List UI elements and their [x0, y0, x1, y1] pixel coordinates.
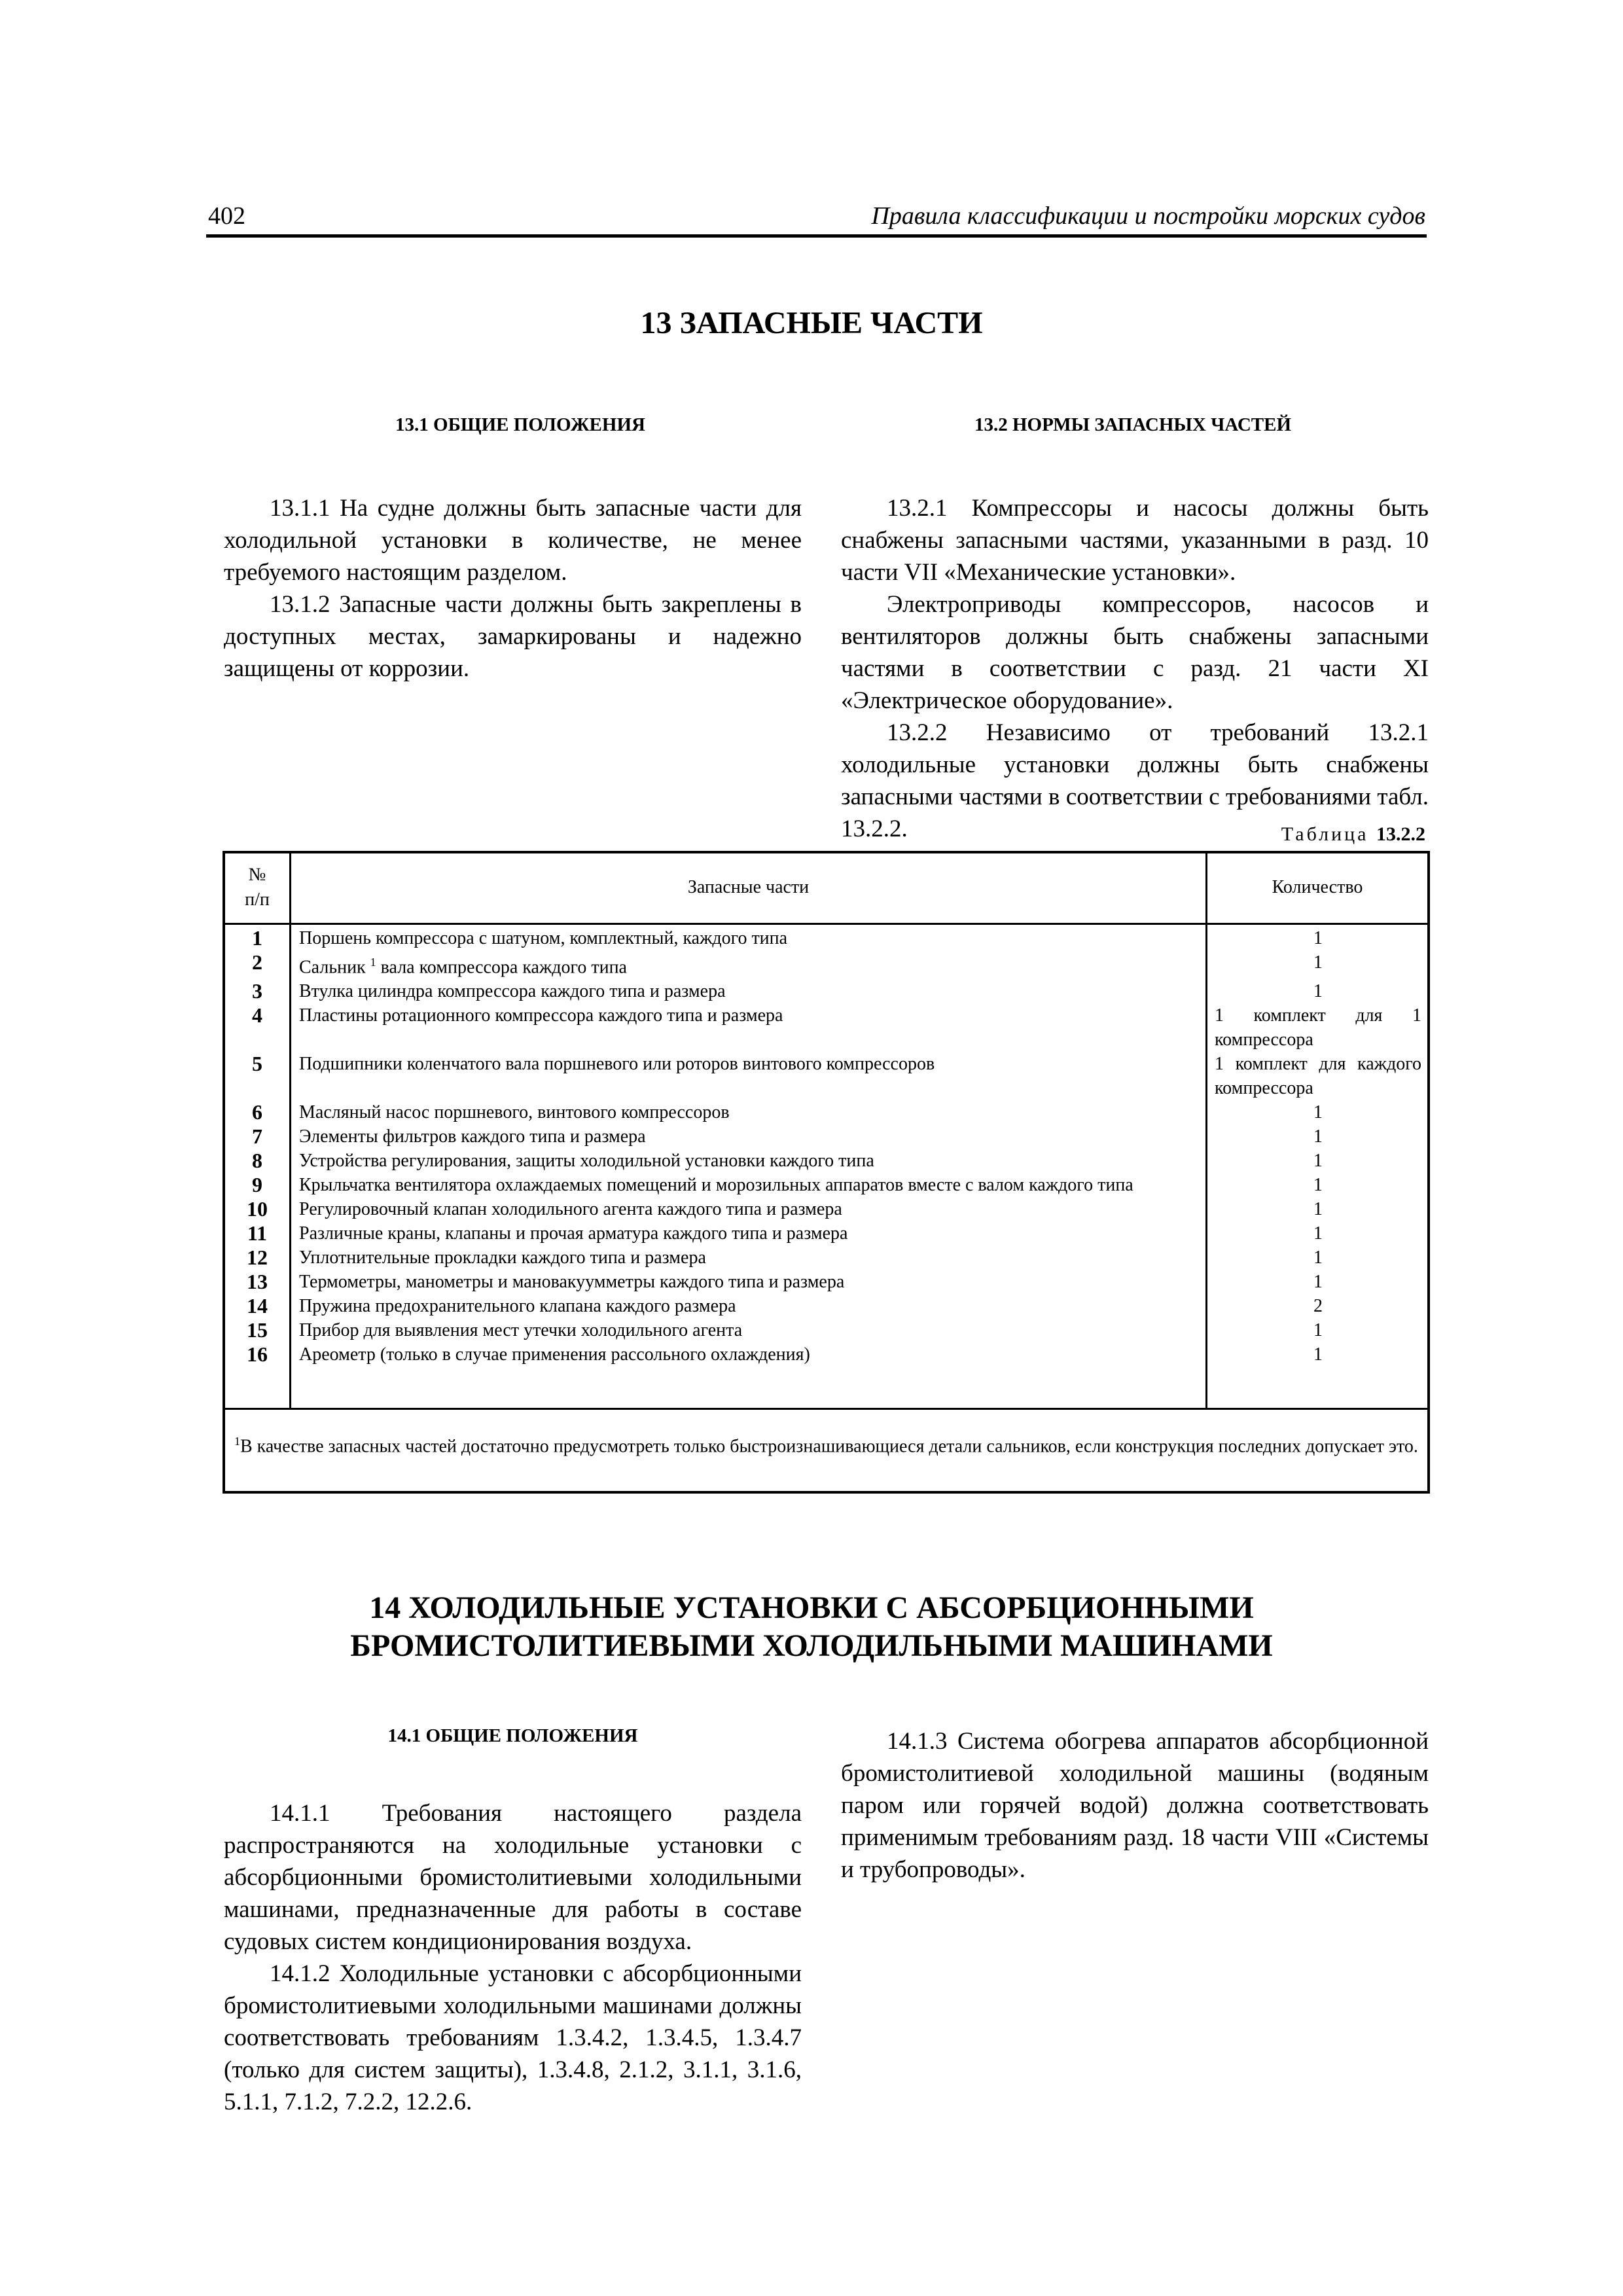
row-number: 10	[247, 1197, 268, 1221]
row-part: Устройства регулирования, защиты холодильной установки каждого типа	[299, 1151, 874, 1172]
row-part: Различные краны, клапаны и прочая арматура каждого типа и размера	[299, 1223, 848, 1244]
row-quantity: 1	[1313, 1126, 1323, 1147]
chapter-14-title-line1: 14 ХОЛОДИЛЬНЫЕ УСТАНОВКИ С АБСОРБЦИОННЫМИ	[369, 1590, 1254, 1625]
table-caption-label: Таблица	[1281, 823, 1369, 845]
table-footnote	[234, 1429, 1418, 1458]
table-row	[225, 1100, 1427, 1124]
row-number: 11	[247, 1221, 268, 1246]
table-row	[225, 1197, 1427, 1221]
table-row	[225, 1003, 1427, 1052]
table-row	[225, 1052, 1427, 1100]
row-quantity: 1 комплект для 1 компрессора	[1215, 1005, 1421, 1050]
row-part	[299, 950, 1196, 979]
table-row	[225, 1173, 1427, 1197]
row-quantity: 1	[1313, 1344, 1323, 1365]
table-row	[225, 1294, 1427, 1318]
row-quantity: 1	[1313, 1223, 1323, 1244]
section-14-1-body-left	[224, 1725, 802, 2118]
row-part: Подшипники коленчатого вала поршневого или роторов винтового компрессоров	[299, 1054, 935, 1075]
row-number: 5	[252, 1052, 262, 1076]
spare-parts-table	[223, 851, 1430, 1494]
row-number: 13	[247, 1270, 268, 1294]
paragraph-13-2-2: 13.2.2 Независимо от требований 13.2.1 холодильные установки должны быть снабжены запасными частями в соответствии с требованиями табл. 13.2.2.	[841, 719, 1429, 842]
paragraph-13-1-1: 13.1.1 На судне должны быть запасные части для холодильной установки в количестве, не менее требуемого настоящим разделом.	[224, 495, 802, 586]
column-header-number	[225, 863, 289, 912]
row-number: 16	[247, 1342, 268, 1367]
table-row	[225, 1246, 1427, 1270]
row-number: 8	[252, 1149, 262, 1173]
row-number: 2	[252, 950, 262, 974]
table-row	[225, 979, 1427, 1003]
table-row	[225, 1270, 1427, 1294]
row-part: Крыльчатка вентилятора охлаждаемых помещений и морозильных аппаратов вместе с валом каждого типа	[299, 1175, 1133, 1196]
paragraph-13-1-2: 13.1.2 Запасные части должны быть закреплены в доступных местах, замаркированы и надежно защищены от коррозии.	[224, 591, 802, 682]
paragraph-13-2-1: 13.2.1 Компрессоры и насосы должны быть снабжены запасными частями, указанными в разд. 10 части VII «Механические установки».	[841, 495, 1429, 586]
footnote-mark: 1	[234, 1435, 240, 1448]
row-quantity: 1	[1313, 1199, 1323, 1220]
row-part: Регулировочный клапан холодильного агента каждого типа и размера	[299, 1199, 842, 1220]
table-row	[225, 926, 1427, 950]
row-part: Элементы фильтров каждого типа и размера	[299, 1126, 646, 1147]
row-part: Поршень компрессора с шатуном, комплектный, каждого типа	[299, 928, 788, 948]
table-row	[225, 1124, 1427, 1149]
paragraph-14-1-3: 14.1.3 Система обогрева аппаратов абсорбционной бромистолитиевой холодильной машины (водяным паром или горячей водой) должна соответствовать применимым требованиям разд. 18 части VIII «Системы и трубопроводы».	[841, 1728, 1429, 1883]
header-rule	[206, 234, 1427, 238]
footnote-reference: 1	[370, 956, 376, 969]
section-13-2-title: 13.2 НОРМЫ ЗАПАСНЫХ ЧАСТЕЙ	[974, 414, 1292, 435]
row-number: 3	[252, 979, 262, 1003]
row-quantity: 1 комплект для каждого компрессора	[1215, 1054, 1421, 1099]
section-14-1-body-right	[841, 1725, 1429, 1886]
footnote-text: В качестве запасных частей достаточно предусмотреть только быстроизнашивающиеся детали сальников, если конструкция последних допускает это.	[240, 1436, 1418, 1457]
chapter-13-title: 13 ЗАПАСНЫЕ ЧАСТИ	[640, 306, 983, 340]
row-quantity: 1	[1313, 1102, 1323, 1123]
row-number: 9	[252, 1173, 262, 1197]
table-body	[225, 926, 1427, 1367]
row-quantity: 1	[1313, 952, 1323, 973]
section-13-2-body	[841, 492, 1429, 845]
section-13-1-body	[224, 492, 802, 685]
paragraph-14-1-1: 14.1.1 Требования настоящего раздела распространяются на холодильные установки с абсорбционными бромистолитиевыми холодильными машинами, предназначенные для работы в составе судовых систем кондиционирования воздуха.	[224, 1800, 802, 1955]
row-quantity: 1	[1313, 1320, 1323, 1341]
row-part: Уплотнительные прокладки каждого типа и размера	[299, 1247, 706, 1268]
column-header-parts: Запасные части	[687, 877, 810, 897]
chapter-14-title-line2: БРОМИСТОЛИТИЕВЫМИ ХОЛОДИЛЬНЫМИ МАШИНАМИ	[350, 1628, 1273, 1663]
row-quantity: 1	[1313, 981, 1323, 1002]
table-row	[225, 1221, 1427, 1246]
row-quantity: 1	[1313, 1247, 1323, 1268]
running-title: Правила классификации и постройки морских судов	[871, 202, 1425, 230]
row-part: Втулка цилиндра компрессора каждого типа и размера	[299, 981, 726, 1002]
row-number: 7	[252, 1124, 262, 1149]
section-13-1-title: 13.1 ОБЩИЕ ПОЛОЖЕНИЯ	[395, 414, 645, 435]
row-number: 12	[247, 1246, 268, 1270]
row-quantity: 1	[1313, 1151, 1323, 1172]
row-part: Прибор для выявления мест утечки холодильного агента	[299, 1320, 743, 1341]
paragraph-13-2-1-electric: Электроприводы компрессоров, насосов и вентиляторов должны быть снабжены запасными частями в соответствии с разд. 21 части XI «Электрическое оборудование».	[841, 591, 1429, 714]
row-number: 15	[247, 1318, 268, 1342]
row-part: Пластины ротационного компрессора каждого типа и размера	[299, 1005, 783, 1026]
row-part: Ареометр (только в случае применения рассольного охлаждения)	[299, 1344, 810, 1365]
row-quantity: 1	[1313, 1175, 1323, 1196]
row-part: Пружина предохранительного клапана каждого размера	[299, 1296, 736, 1317]
paragraph-14-1-2: 14.1.2 Холодильные установки с абсорбционными бромистолитиевыми холодильными машинами должны соответствовать требованиям 1.3.4.2, 1.3.4.5, 1.3.4.7 (только для систем защиты), 1.3.4.8, 2.1.2, 3.1.1, 3.1.6, 5.1.1, 7.1.2, 7.2.2, 12.2.6.	[224, 1960, 802, 2115]
footnote-divider	[225, 1408, 1427, 1410]
table-header-row	[225, 853, 1427, 925]
row-number: 1	[252, 926, 262, 950]
section-14-1-title: 14.1 ОБЩИЕ ПОЛОЖЕНИЯ	[387, 1725, 638, 1746]
table-caption	[1281, 823, 1425, 846]
page-number: 402	[208, 202, 245, 230]
row-number: 14	[247, 1294, 268, 1318]
row-part: Масляный насос поршневого, винтового компрессоров	[299, 1102, 730, 1123]
row-quantity: 1	[1313, 1272, 1323, 1293]
row-number: 4	[252, 1003, 262, 1028]
table-row	[225, 1318, 1427, 1342]
row-part: Термометры, манометры и мановакуумметры каждого типа и размера	[299, 1272, 845, 1293]
row-part-text: Сальник	[299, 957, 366, 978]
column-header-number-line2: п/п	[245, 889, 270, 910]
row-quantity: 2	[1313, 1296, 1323, 1317]
table-caption-number: 13.2.2	[1376, 823, 1425, 845]
column-header-number-line1: №	[248, 865, 266, 885]
table-row	[225, 950, 1427, 979]
chapter-14-title	[0, 1589, 1623, 1665]
row-number: 6	[252, 1100, 262, 1124]
row-quantity: 1	[1313, 928, 1323, 948]
column-header-quantity: Количество	[1272, 877, 1363, 897]
table-row	[225, 1149, 1427, 1173]
table-row	[225, 1342, 1427, 1367]
row-part-text: вала компрессора каждого типа	[376, 957, 627, 978]
